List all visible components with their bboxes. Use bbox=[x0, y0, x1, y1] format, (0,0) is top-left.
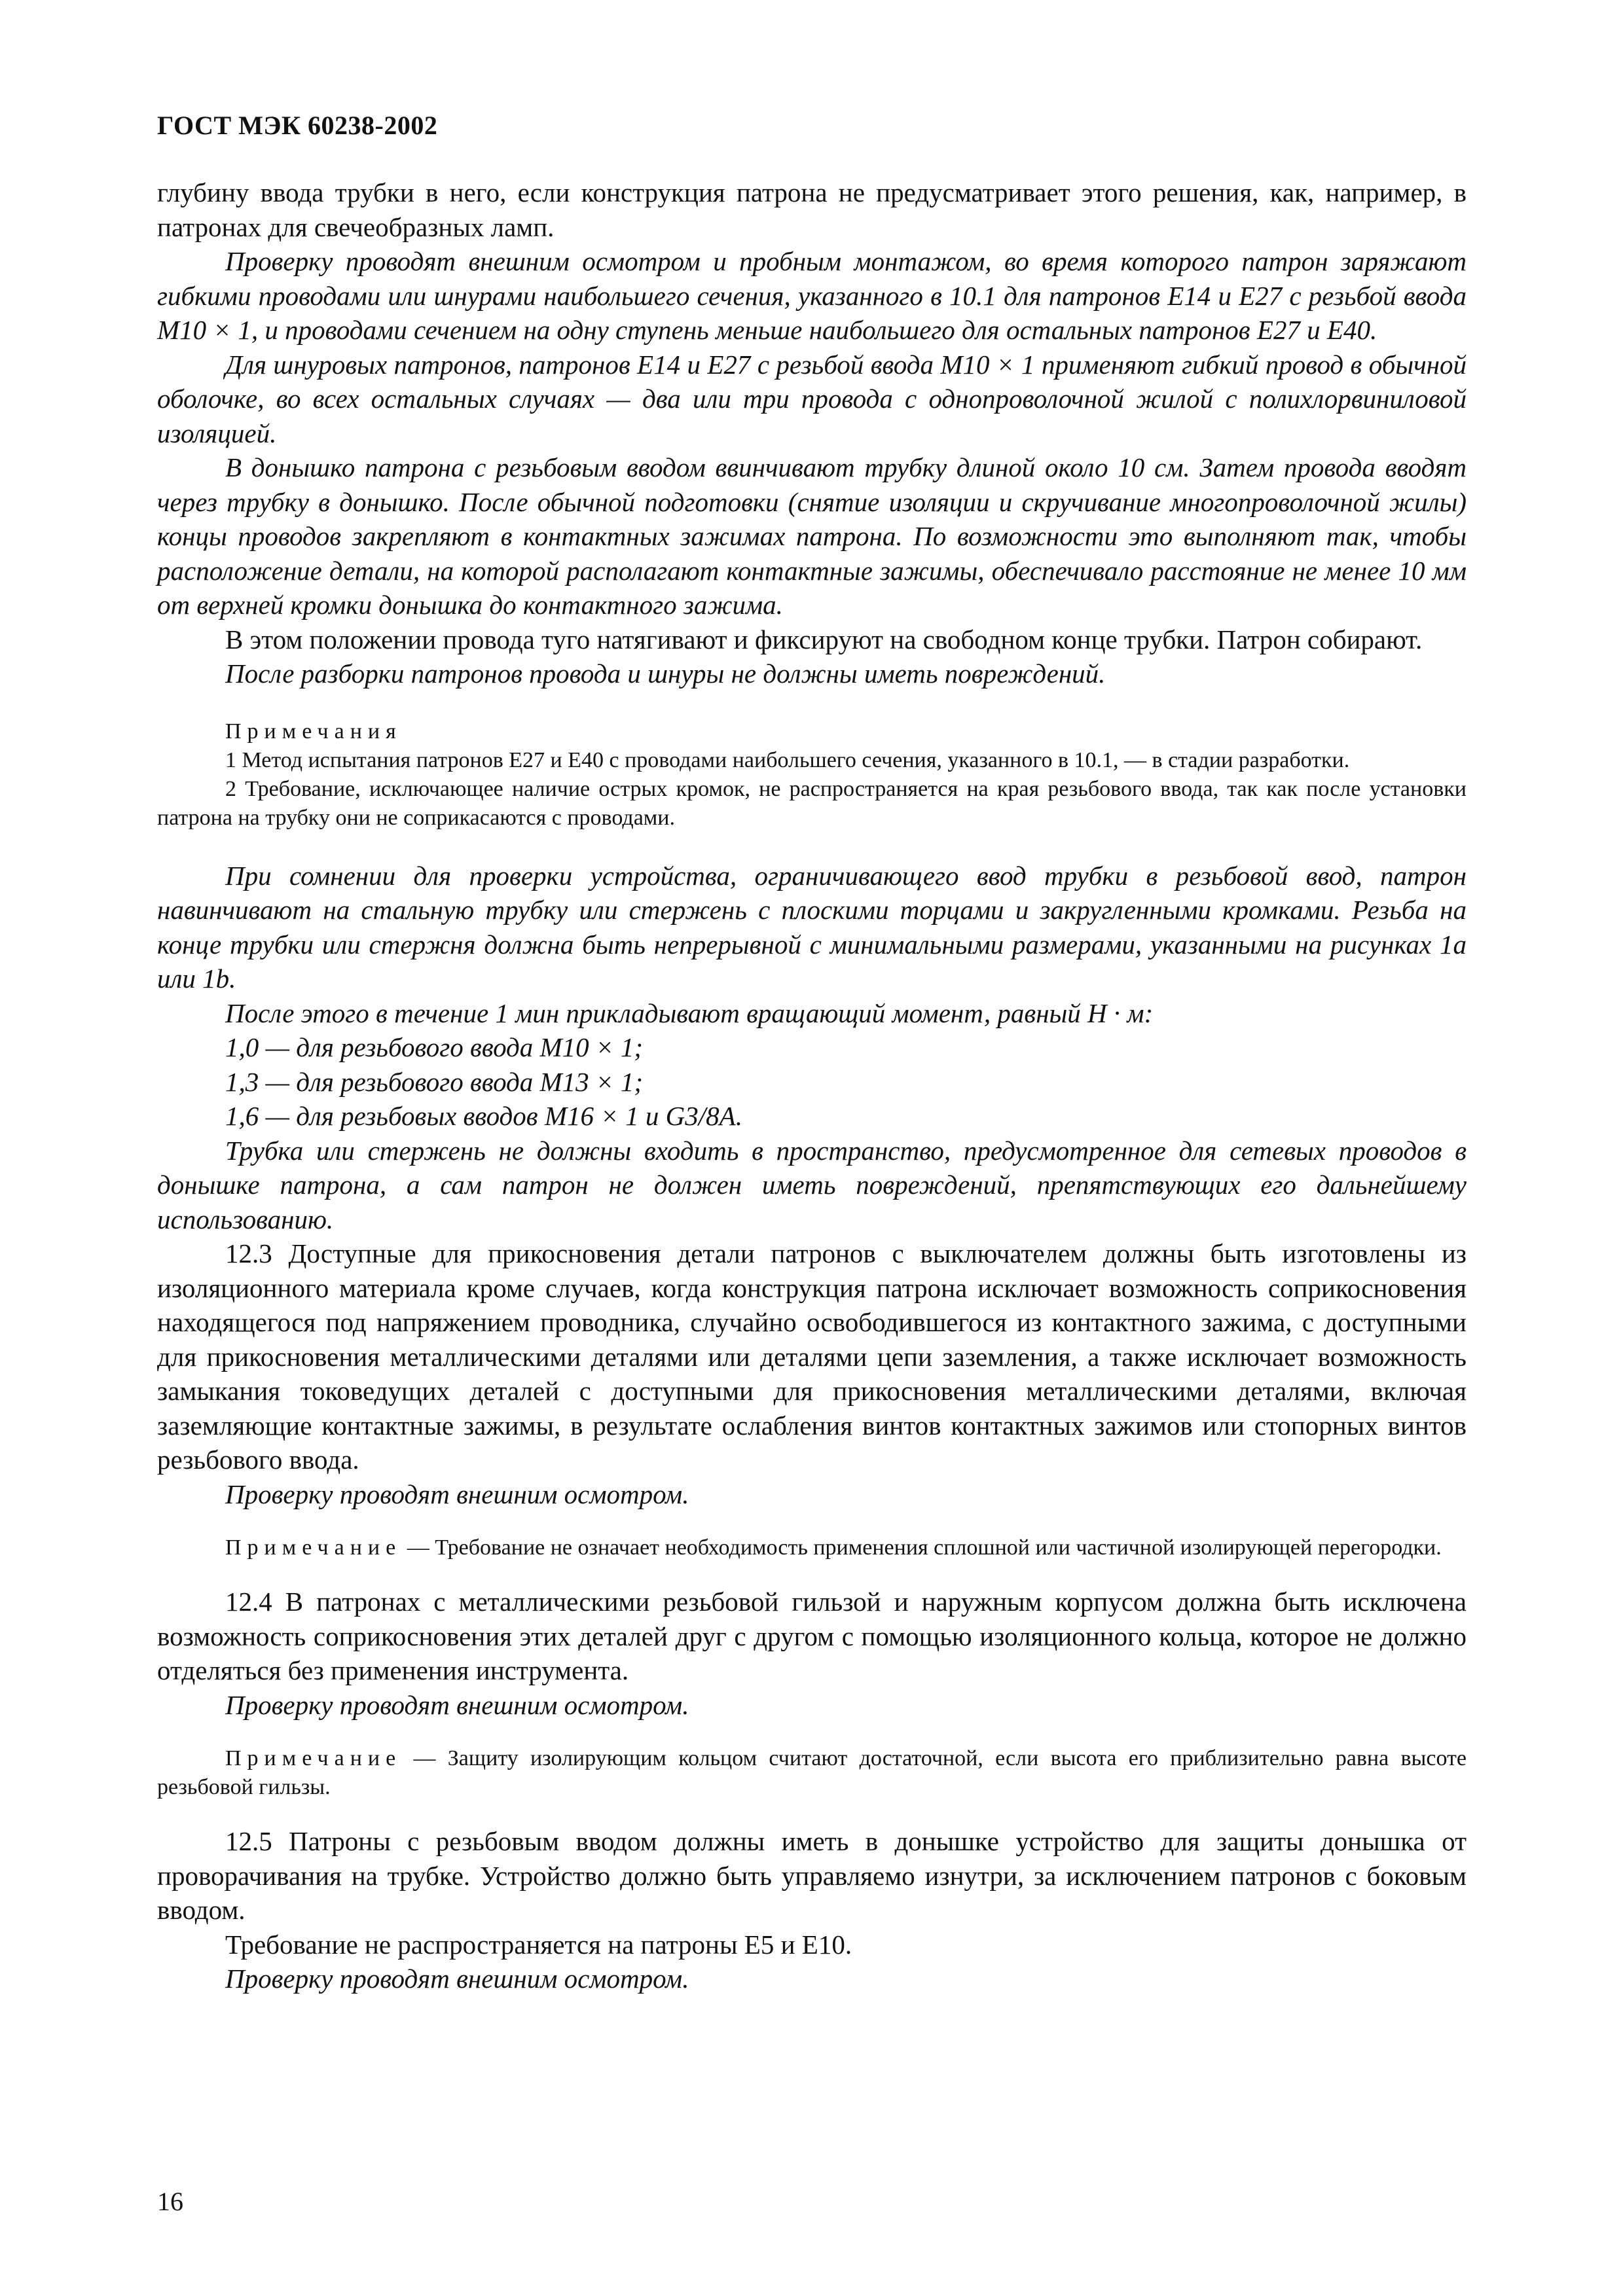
note-text: — Защиту изолирующим кольцом считают достаточной, если высота его приблизительно равна высоте резьбовой гильзы. bbox=[157, 1746, 1467, 1799]
paragraph-continuation: глубину ввода трубки в него, если конструкция патрона не предусматривает этого решения, как, например, в патронах для свечеобразных ламп. bbox=[157, 177, 1467, 242]
note-2: 2 Требование, исключающее наличие острых кромок, не распространяется на края резьбового ввода, так как после установки патрона на трубку они не соприкасаются с проводами. bbox=[157, 776, 1467, 830]
spacer bbox=[157, 1511, 1467, 1534]
paragraph-tube-space: Трубка или стержень не должны входить в пространство, предусмотренное для сетевых проводов в донышке патрона, а сам патрон не должен иметь повреждений, препятствующих его дальнейшему использованию. bbox=[157, 1135, 1467, 1234]
paragraph-wires-tension: В этом положении провода туго натягивают и фиксируют на свободном конце трубки. Патрон собирают. bbox=[225, 624, 1423, 655]
paragraph-check-assembly: Проверку проводят внешним осмотром и пробным монтажом, во время которого патрон заряжают гибкими проводами или шнурами наибольшего сечения, указанного в 10.1 для патронов Е14 и Е27 с резьбой ввода M10 × 1, и проводами сечением на одну ступень меньше наибольшего для остальных патронов Е27 и Е40. bbox=[157, 246, 1467, 345]
note-4 bbox=[157, 1744, 1467, 1802]
list-item-torque-m13: 1,3 — для резьбового ввода М13 × 1; bbox=[225, 1066, 644, 1097]
paragraph-no-damage: После разборки патронов провода и шнуры не должны иметь повреждений. bbox=[225, 658, 1106, 689]
clause-12-4: 12.4 В патронах с металлическими резьбовой гильзой и наружным корпусом должна быть исключена возможность соприкосновения этих деталей друг с другом с помощью изоляционного кольца, которое не должно отделяться без применения инструмента. bbox=[157, 1587, 1467, 1685]
list-item-torque-m10: 1,0 — для резьбового ввода М10 × 1; bbox=[225, 1032, 644, 1062]
document-body bbox=[157, 175, 1467, 1996]
note-3 bbox=[157, 1534, 1467, 1562]
paragraph-cord-lampholders: Для шнуровых патронов, патронов Е14 и Е27 с резьбой ввода М10 × 1 применяют гибкий провод в обычной оболочке, во всех остальных случаях — два или три провода с однопроволочной жилой с полихлорвиниловой изоляцией. bbox=[157, 349, 1467, 448]
notes-label: Примечания bbox=[225, 719, 402, 744]
note-label: Примечание bbox=[225, 1535, 402, 1560]
paragraph-visual-check: Проверку проводят внешним осмотром. bbox=[225, 1964, 689, 1994]
notes-heading bbox=[157, 717, 1467, 746]
spacer bbox=[157, 1722, 1467, 1744]
page-number: 16 bbox=[157, 2187, 183, 2216]
spacer bbox=[157, 1562, 1467, 1585]
paragraph-doubt-check: При сомнении для проверки устройства, ограничивающего ввод трубки в резьбовой ввод, патрон навинчивают на стальную трубку или стержень с плоскими торцами и закругленными кромками. Резьба на конце трубки или стержня должна быть непрерывной с минимальными размерами, указанными на рисунках 1а или 1b. bbox=[157, 860, 1467, 994]
clause-12-5: 12.5 Патроны с резьбовым вводом должны иметь в донышке устройство для защиты донышка от проворачивания на трубке. Устройство должно быть управляемо изнутри, за исключением патронов с боковым вводом. bbox=[157, 1826, 1467, 1925]
list-item-torque-m16: 1,6 — для резьбовых вводов М16 × 1 и G3/8A. bbox=[225, 1101, 742, 1131]
document-header: ГОСТ МЭК 60238-2002 bbox=[157, 111, 438, 140]
spacer bbox=[157, 833, 1467, 859]
paragraph-visual-check: Проверку проводят внешним осмотром. bbox=[225, 1689, 689, 1720]
paragraph-exception-e5-e10: Требование не распространяется на патроны Е5 и Е10. bbox=[225, 1929, 852, 1960]
note-label: Примечание bbox=[225, 1746, 402, 1770]
spacer bbox=[157, 691, 1467, 717]
spacer bbox=[157, 1802, 1467, 1824]
clause-12-3: 12.3 Доступные для прикосновения детали патронов с выключателем должны быть изготовлены из изоляционного материала кроме случаев, когда конструкция патрона исключает возможность соприкосновения находящегося под напряжением проводника, случайно освободившегося из контактного зажима, с доступными для прикосновения металлическими деталями или деталями цепи заземления, а также исключает возможность замыкания токоведущих деталей с доступными для прикосновения металлическими деталями, включая заземляющие контактные зажимы, в результате ослабления винтов контактных зажимов или стопорных винтов резьбового ввода. bbox=[157, 1238, 1467, 1475]
paragraph-visual-check: Проверку проводят внешним осмотром. bbox=[225, 1479, 689, 1509]
paragraph-torque: После этого в течение 1 мин прикладывают вращающий момент, равный Н · м: bbox=[225, 997, 1154, 1028]
paragraph-tube-insertion: В донышко патрона с резьбовым вводом ввинчивают трубку длиной около 10 см. Затем провода вводят через трубку в донышко. После обычной подготовки (снятие изоляции и скручивание многопроволочной жилы) концы проводов закрепляют в контактных зажимах патрона. По возможности это выполняют так, чтобы расположение детали, на которой располагают контактные зажимы, обеспечивало расстояние не менее 10 мм от верхней кромки донышка до контактного зажима. bbox=[157, 452, 1467, 620]
note-1: 1 Метод испытания патронов Е27 и Е40 с проводами наибольшего сечения, указанного в 10.1, — в стадии разработки. bbox=[225, 747, 1350, 772]
note-text: — Требование не означает необходимость применения сплошной или частичной изолирующей перегородки. bbox=[401, 1535, 1442, 1560]
